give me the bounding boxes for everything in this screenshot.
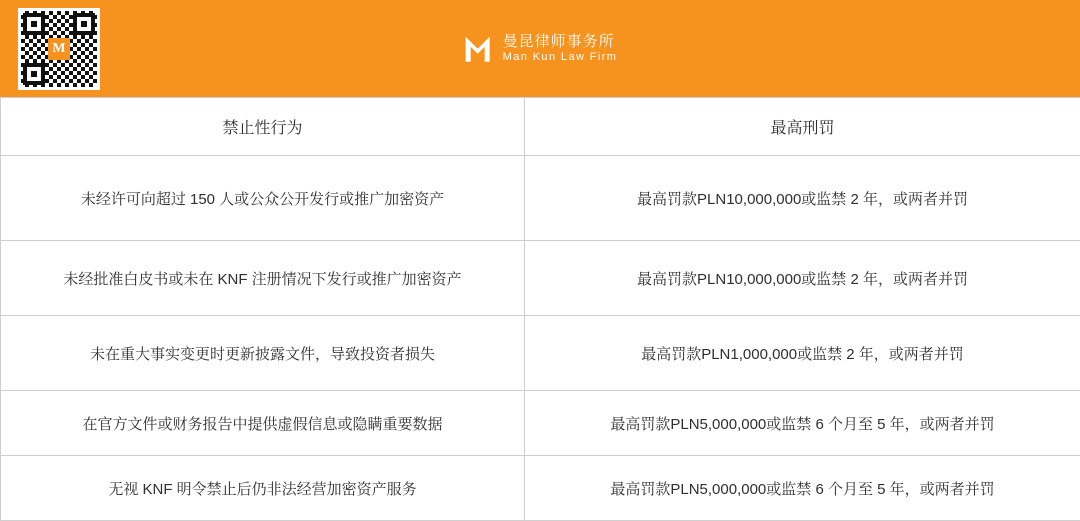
cell-behavior: 未经批准白皮书或未在 KNF 注册情况下发行或推广加密资产 (1, 241, 525, 316)
qr-code-pattern (21, 11, 97, 87)
table-header-row (1, 98, 1080, 156)
brand-lockup (463, 32, 618, 65)
penalties-table (0, 97, 1080, 521)
brand-text (503, 32, 618, 65)
qr-center-logo: M (48, 38, 70, 60)
table-row (1, 156, 1080, 241)
table-row (1, 456, 1080, 521)
qr-finder-top-left (23, 13, 45, 35)
table-row (1, 316, 1080, 391)
cell-penalty: 最高罚款PLN10,000,000或监禁 2 年，或两者并罚 (525, 156, 1080, 241)
cell-behavior: 无视 KNF 明令禁止后仍非法经营加密资产服务 (1, 456, 525, 521)
cell-behavior: 未经许可向超过 150 人或公众公开发行或推广加密资产 (1, 156, 525, 241)
header-banner (0, 0, 1080, 97)
cell-penalty: 最高罚款PLN5,000,000或监禁 6 个月至 5 年，或两者并罚 (525, 391, 1080, 456)
qr-finder-top-right (73, 13, 95, 35)
brand-name-cn: 曼昆律师事务所 (503, 32, 618, 51)
cell-penalty: 最高罚款PLN1,000,000或监禁 2 年，或两者并罚 (525, 316, 1080, 391)
qr-code-icon[interactable] (18, 8, 100, 90)
column-header-penalty: 最高刑罚 (525, 98, 1080, 156)
cell-penalty: 最高罚款PLN10,000,000或监禁 2 年，或两者并罚 (525, 241, 1080, 316)
cell-behavior: 未在重大事实变更时更新披露文件，导致投资者损失 (1, 316, 525, 391)
column-header-behavior: 禁止性行为 (1, 98, 525, 156)
cell-penalty: 最高罚款PLN5,000,000或监禁 6 个月至 5 年，或两者并罚 (525, 456, 1080, 521)
mk-monogram-logo-icon (463, 33, 493, 65)
table-row (1, 241, 1080, 316)
brand-name-en: Man Kun Law Firm (503, 51, 618, 65)
qr-finder-bottom-left (23, 63, 45, 85)
table-row (1, 391, 1080, 456)
cell-behavior: 在官方文件或财务报告中提供虚假信息或隐瞒重要数据 (1, 391, 525, 456)
